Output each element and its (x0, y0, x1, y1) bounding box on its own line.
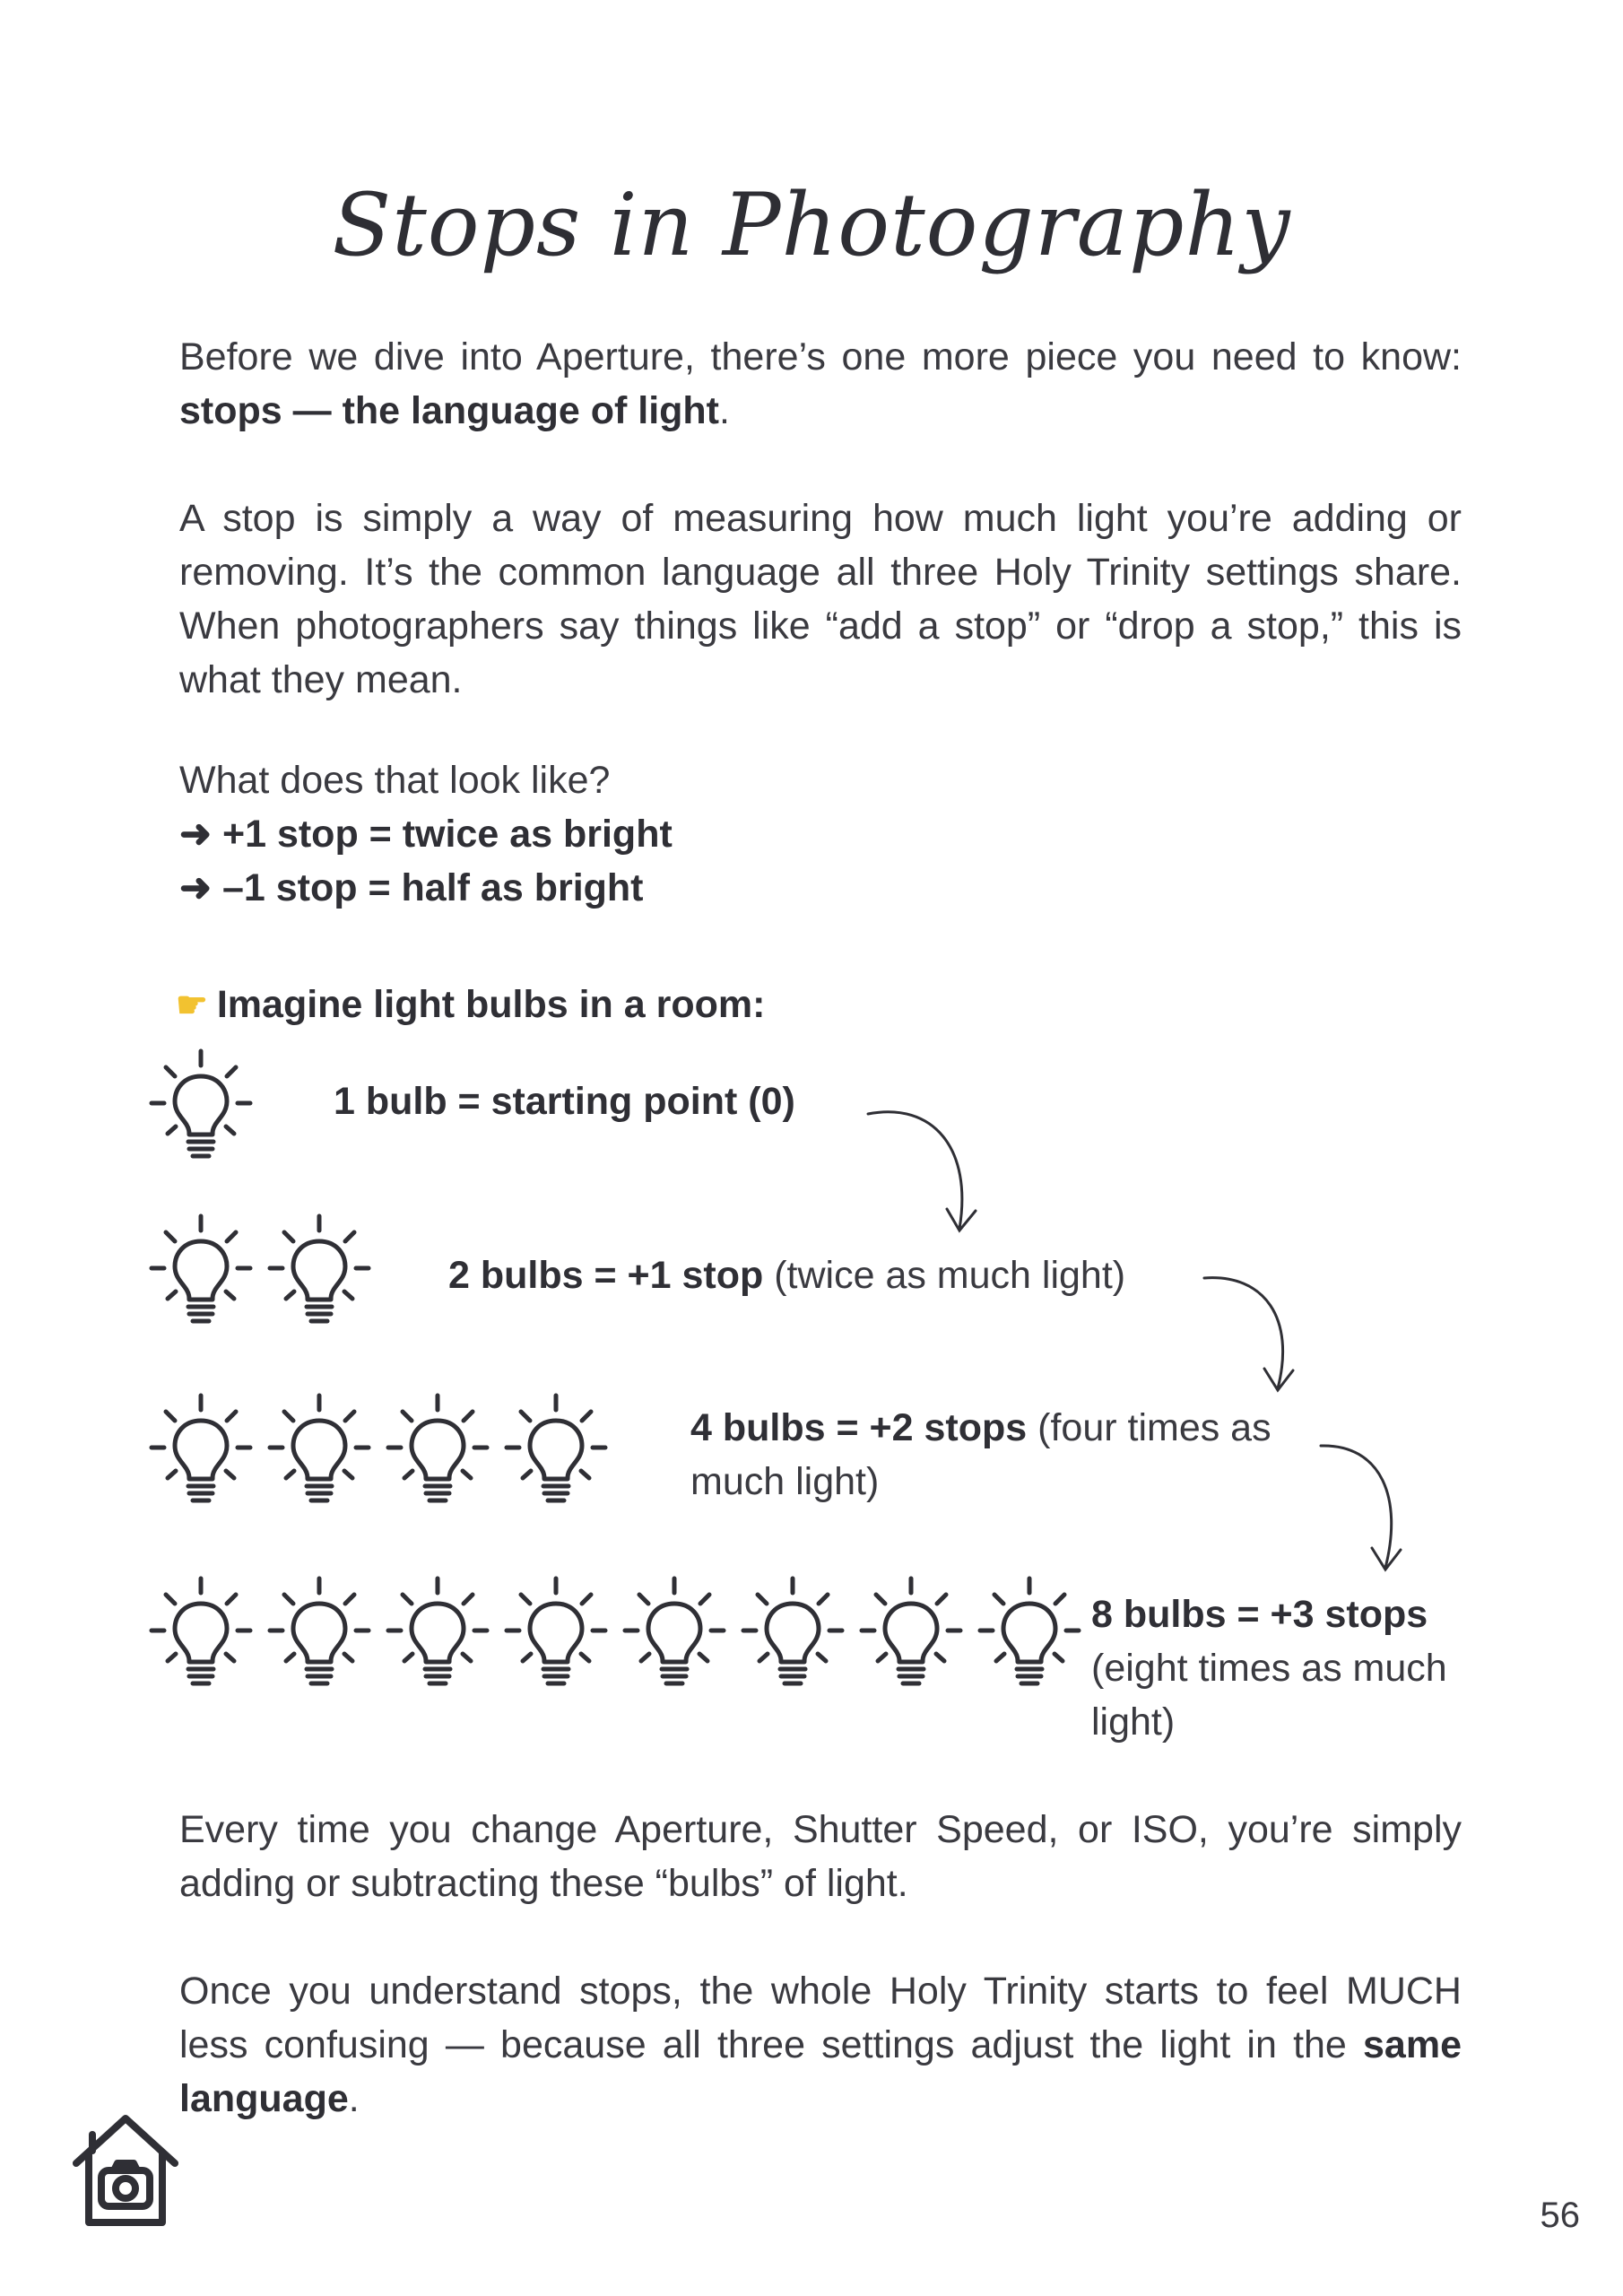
conclusion-text-end: . (348, 2077, 360, 2120)
light-bulb-icon (148, 1575, 254, 1690)
bulb-row-1 (148, 1048, 254, 1162)
intro-text-end: . (719, 389, 730, 432)
arrow-2-to-4 (1204, 1278, 1283, 1388)
light-bulb-icon (385, 1392, 490, 1507)
bulb-label-2-normal: (twice as much light) (763, 1254, 1126, 1297)
light-bulb-icon (503, 1575, 609, 1690)
intro-bold: stops — the language of light (179, 389, 719, 432)
change-settings-paragraph: Every time you change Aperture, Shutter Speed, or ISO, you’re simply adding or subtracting these “bulbs” of light. (179, 1808, 1462, 1905)
page-number: 56 (1540, 2196, 1580, 2235)
rule-minus-one: ➜ –1 stop = half as bright (179, 866, 644, 909)
bulb-label-1 (334, 1074, 795, 1128)
arrow-4-to-8-head (1372, 1548, 1401, 1570)
bulb-label-4 (690, 1401, 1336, 1509)
bulb-label-2 (448, 1248, 1125, 1302)
light-bulb-icon (148, 1048, 254, 1162)
light-bulb-icon (740, 1575, 846, 1690)
light-bulb-icon (266, 1575, 372, 1690)
light-bulb-icon (858, 1575, 964, 1690)
bulb-row-4 (148, 1392, 609, 1507)
light-bulb-icon (266, 1392, 372, 1507)
light-bulb-icon (503, 1392, 609, 1507)
bulb-label-8-normal: (eight times as much light) (1091, 1647, 1447, 1744)
intro-text: Before we dive into Aperture, there’s one more piece you need to know: (179, 335, 1462, 378)
bulb-label-8 (1091, 1587, 1468, 1749)
imagine-text: Imagine light bulbs in a room: (216, 983, 766, 1026)
light-bulb-icon (385, 1575, 490, 1690)
stop-definition-paragraph: A stop is simply a way of measuring how much light you’re adding or removing. It’s the common language all three Holy Trinity settings share. When photographers say things like “add a stop” or “drop a stop,” this is what they mean. (179, 497, 1462, 701)
light-bulb-icon (148, 1392, 254, 1507)
arrow-1-to-2 (868, 1112, 962, 1229)
bulb-label-4-normal: (four times as much light) (690, 1406, 1271, 1503)
bulb-row-8 (148, 1575, 1082, 1690)
page-title: Stops in Photography (332, 175, 1291, 275)
home-camera-icon[interactable] (67, 2108, 184, 2229)
intro-paragraph (179, 330, 1462, 438)
light-bulb-icon (621, 1575, 727, 1690)
bulb-label-4-bold: 4 bulbs = +2 stops (690, 1406, 1028, 1449)
question-line: What does that look like? (179, 759, 611, 802)
pointing-hand-icon: ☛ (176, 986, 208, 1025)
conclusion-paragraph (179, 1964, 1462, 2126)
conclusion-bold: same language (179, 2023, 1462, 2120)
arrow-2-to-4-head (1264, 1369, 1293, 1390)
imagine-heading (176, 978, 765, 1032)
bulb-row-2 (148, 1213, 372, 1327)
bulb-label-1-bold: 1 bulb = starting point (0) (334, 1080, 795, 1123)
bulb-label-8-bold: 8 bulbs = +3 stops (1091, 1593, 1428, 1636)
bulb-label-2-bold: 2 bulbs = +1 stop (448, 1254, 764, 1297)
arrow-1-to-2-head (947, 1209, 976, 1231)
conclusion-text: Once you understand stops, the whole Holy Trinity starts to feel MUCH less confusing — because all three settings adjust the light in the (179, 1970, 1462, 2066)
light-bulb-icon (148, 1213, 254, 1327)
rule-plus-one: ➜ +1 stop = twice as bright (179, 813, 673, 856)
light-bulb-icon (266, 1213, 372, 1327)
light-bulb-icon (976, 1575, 1082, 1690)
